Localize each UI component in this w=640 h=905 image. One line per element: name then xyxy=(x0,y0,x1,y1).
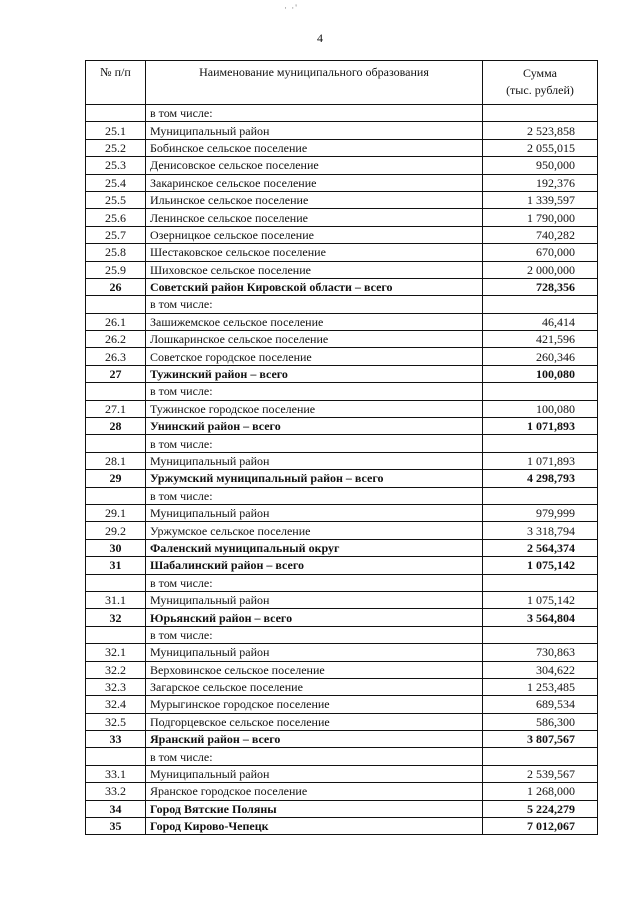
row-name: Озерницкое сельское поселение xyxy=(146,226,483,243)
row-name: Закаринское сельское поселение xyxy=(146,174,483,191)
row-number: 25.3 xyxy=(86,157,146,174)
row-name: в том числе: xyxy=(146,296,483,313)
row-sum xyxy=(483,574,598,591)
table-row xyxy=(86,139,598,156)
row-name: Унинский район – всего xyxy=(146,418,483,435)
table-row xyxy=(86,765,598,782)
table-row xyxy=(86,122,598,139)
row-number xyxy=(86,487,146,504)
row-number: 29 xyxy=(86,470,146,487)
row-sum: 5 224,279 xyxy=(483,800,598,817)
row-sum: 304,622 xyxy=(483,661,598,678)
table-row xyxy=(86,504,598,521)
table-row xyxy=(86,191,598,208)
row-number: 26.1 xyxy=(86,313,146,330)
row-number: 28 xyxy=(86,418,146,435)
row-number: 32.3 xyxy=(86,678,146,695)
row-name: Загарское сельское поселение xyxy=(146,678,483,695)
table-row xyxy=(86,174,598,191)
row-number: 27.1 xyxy=(86,400,146,417)
row-name: Яранский район – всего xyxy=(146,731,483,748)
table-row xyxy=(86,105,598,122)
row-number: 34 xyxy=(86,800,146,817)
row-name: Муниципальный район xyxy=(146,122,483,139)
row-sum: 950,000 xyxy=(483,157,598,174)
row-number: 25.4 xyxy=(86,174,146,191)
budget-table xyxy=(85,60,598,835)
row-name: Зашижемское сельское поселение xyxy=(146,313,483,330)
row-name: Лошкаринское сельское поселение xyxy=(146,331,483,348)
row-number xyxy=(86,383,146,400)
row-sum: 2 055,015 xyxy=(483,139,598,156)
row-number xyxy=(86,296,146,313)
row-name: Советское городское поселение xyxy=(146,348,483,365)
scan-mark: · ·' xyxy=(284,3,298,13)
table-row xyxy=(86,557,598,574)
row-sum: 670,000 xyxy=(483,244,598,261)
row-sum: 100,080 xyxy=(483,400,598,417)
table-row xyxy=(86,731,598,748)
row-number: 29.2 xyxy=(86,522,146,539)
row-sum: 979,999 xyxy=(483,504,598,521)
header-sum-line1: Сумма xyxy=(523,66,557,80)
row-sum xyxy=(483,435,598,452)
row-number: 27 xyxy=(86,365,146,382)
row-sum: 1 071,893 xyxy=(483,418,598,435)
row-number: 31.1 xyxy=(86,591,146,608)
table-row xyxy=(86,626,598,643)
row-number: 32.2 xyxy=(86,661,146,678)
row-number: 25.1 xyxy=(86,122,146,139)
row-sum: 46,414 xyxy=(483,313,598,330)
row-sum xyxy=(483,487,598,504)
table-row xyxy=(86,383,598,400)
row-name: Подгорцевское сельское поселение xyxy=(146,713,483,730)
row-number: 26.3 xyxy=(86,348,146,365)
row-name: Бобинское сельское поселение xyxy=(146,139,483,156)
row-sum: 730,863 xyxy=(483,644,598,661)
table-body xyxy=(86,105,598,835)
row-sum: 2 564,374 xyxy=(483,539,598,556)
row-sum: 1 071,893 xyxy=(483,452,598,469)
row-name: Яранское городское поселение xyxy=(146,783,483,800)
row-name: Муниципальный район xyxy=(146,452,483,469)
row-name: Денисовское сельское поселение xyxy=(146,157,483,174)
row-name: Шабалинский район – всего xyxy=(146,557,483,574)
header-sum xyxy=(483,61,598,105)
row-name: в том числе: xyxy=(146,626,483,643)
table-row xyxy=(86,261,598,278)
table-row xyxy=(86,748,598,765)
table-row xyxy=(86,313,598,330)
row-sum: 2 539,567 xyxy=(483,765,598,782)
row-number: 33.2 xyxy=(86,783,146,800)
row-number: 31 xyxy=(86,557,146,574)
row-name: Город Вятские Поляны xyxy=(146,800,483,817)
row-name: Фаленский муниципальный округ xyxy=(146,539,483,556)
row-name: Ильинское сельское поселение xyxy=(146,191,483,208)
row-sum: 740,282 xyxy=(483,226,598,243)
row-name: Муниципальный район xyxy=(146,591,483,608)
row-number: 26.2 xyxy=(86,331,146,348)
table-row xyxy=(86,418,598,435)
row-sum xyxy=(483,296,598,313)
row-number: 29.1 xyxy=(86,504,146,521)
row-name: в том числе: xyxy=(146,383,483,400)
row-name: в том числе: xyxy=(146,105,483,122)
table-row xyxy=(86,713,598,730)
table-row xyxy=(86,818,598,835)
row-name: в том числе: xyxy=(146,487,483,504)
row-sum: 1 268,000 xyxy=(483,783,598,800)
table-row xyxy=(86,487,598,504)
row-name: Уржумский муниципальный район – всего xyxy=(146,470,483,487)
row-sum: 689,534 xyxy=(483,696,598,713)
table-row xyxy=(86,331,598,348)
row-name: Муниципальный район xyxy=(146,644,483,661)
row-name: Муниципальный район xyxy=(146,765,483,782)
row-number: 25.2 xyxy=(86,139,146,156)
row-name: Город Кирово-Чепецк xyxy=(146,818,483,835)
table-row xyxy=(86,522,598,539)
row-sum: 260,346 xyxy=(483,348,598,365)
table-row xyxy=(86,452,598,469)
row-name: Шиховское сельское поселение xyxy=(146,261,483,278)
table-row xyxy=(86,226,598,243)
row-sum: 728,356 xyxy=(483,278,598,295)
table-row xyxy=(86,435,598,452)
header-name: Наименование муниципального образования xyxy=(146,61,483,105)
table-row xyxy=(86,574,598,591)
table-row xyxy=(86,678,598,695)
table-row xyxy=(86,400,598,417)
row-sum: 3 564,804 xyxy=(483,609,598,626)
row-sum: 4 298,793 xyxy=(483,470,598,487)
row-sum: 100,080 xyxy=(483,365,598,382)
row-sum xyxy=(483,748,598,765)
row-sum xyxy=(483,626,598,643)
row-number: 30 xyxy=(86,539,146,556)
row-number xyxy=(86,626,146,643)
row-number xyxy=(86,105,146,122)
row-number xyxy=(86,574,146,591)
table-row xyxy=(86,696,598,713)
row-sum: 586,300 xyxy=(483,713,598,730)
row-number: 35 xyxy=(86,818,146,835)
table-row xyxy=(86,644,598,661)
row-sum: 1 253,485 xyxy=(483,678,598,695)
row-sum: 1 075,142 xyxy=(483,557,598,574)
table-row xyxy=(86,783,598,800)
row-number: 32.1 xyxy=(86,644,146,661)
row-name: Муниципальный район xyxy=(146,504,483,521)
page-number: 4 xyxy=(317,31,323,45)
row-name: в том числе: xyxy=(146,748,483,765)
row-number: 25.9 xyxy=(86,261,146,278)
header-sum-line2: (тыс. рублей) xyxy=(506,83,574,97)
table-row xyxy=(86,157,598,174)
table-row xyxy=(86,209,598,226)
table-row xyxy=(86,539,598,556)
header-num: № п/п xyxy=(86,61,146,105)
table-row xyxy=(86,365,598,382)
row-name: Шестаковское сельское поселение xyxy=(146,244,483,261)
row-sum: 3 807,567 xyxy=(483,731,598,748)
row-number: 32.4 xyxy=(86,696,146,713)
row-name: Тужинский район – всего xyxy=(146,365,483,382)
row-name: Тужинское городское поселение xyxy=(146,400,483,417)
row-name: в том числе: xyxy=(146,435,483,452)
row-number: 33 xyxy=(86,731,146,748)
table-row xyxy=(86,244,598,261)
row-sum: 421,596 xyxy=(483,331,598,348)
row-number: 32.5 xyxy=(86,713,146,730)
row-name: в том числе: xyxy=(146,574,483,591)
row-number: 25.6 xyxy=(86,209,146,226)
row-sum: 1 790,000 xyxy=(483,209,598,226)
row-sum: 2 523,858 xyxy=(483,122,598,139)
row-name: Мурыгинское городское поселение xyxy=(146,696,483,713)
table-row xyxy=(86,348,598,365)
table-row xyxy=(86,470,598,487)
table-row xyxy=(86,661,598,678)
row-name: Верховинское сельское поселение xyxy=(146,661,483,678)
row-sum xyxy=(483,105,598,122)
row-name: Юрьянский район – всего xyxy=(146,609,483,626)
row-number: 32 xyxy=(86,609,146,626)
row-sum: 7 012,067 xyxy=(483,818,598,835)
row-sum xyxy=(483,383,598,400)
row-name: Уржумское сельское поселение xyxy=(146,522,483,539)
row-number: 25.5 xyxy=(86,191,146,208)
row-number: 33.1 xyxy=(86,765,146,782)
row-number xyxy=(86,435,146,452)
table-row xyxy=(86,296,598,313)
table-row xyxy=(86,591,598,608)
row-sum: 1 075,142 xyxy=(483,591,598,608)
row-name: Ленинское сельское поселение xyxy=(146,209,483,226)
row-sum: 192,376 xyxy=(483,174,598,191)
row-sum: 2 000,000 xyxy=(483,261,598,278)
row-number: 25.8 xyxy=(86,244,146,261)
row-sum: 1 339,597 xyxy=(483,191,598,208)
row-number: 25.7 xyxy=(86,226,146,243)
table-row xyxy=(86,800,598,817)
table-row xyxy=(86,609,598,626)
table-header-row xyxy=(86,61,598,105)
row-number xyxy=(86,748,146,765)
row-name: Советский район Кировской области – всего xyxy=(146,278,483,295)
table-row xyxy=(86,278,598,295)
row-sum: 3 318,794 xyxy=(483,522,598,539)
row-number: 26 xyxy=(86,278,146,295)
row-number: 28.1 xyxy=(86,452,146,469)
